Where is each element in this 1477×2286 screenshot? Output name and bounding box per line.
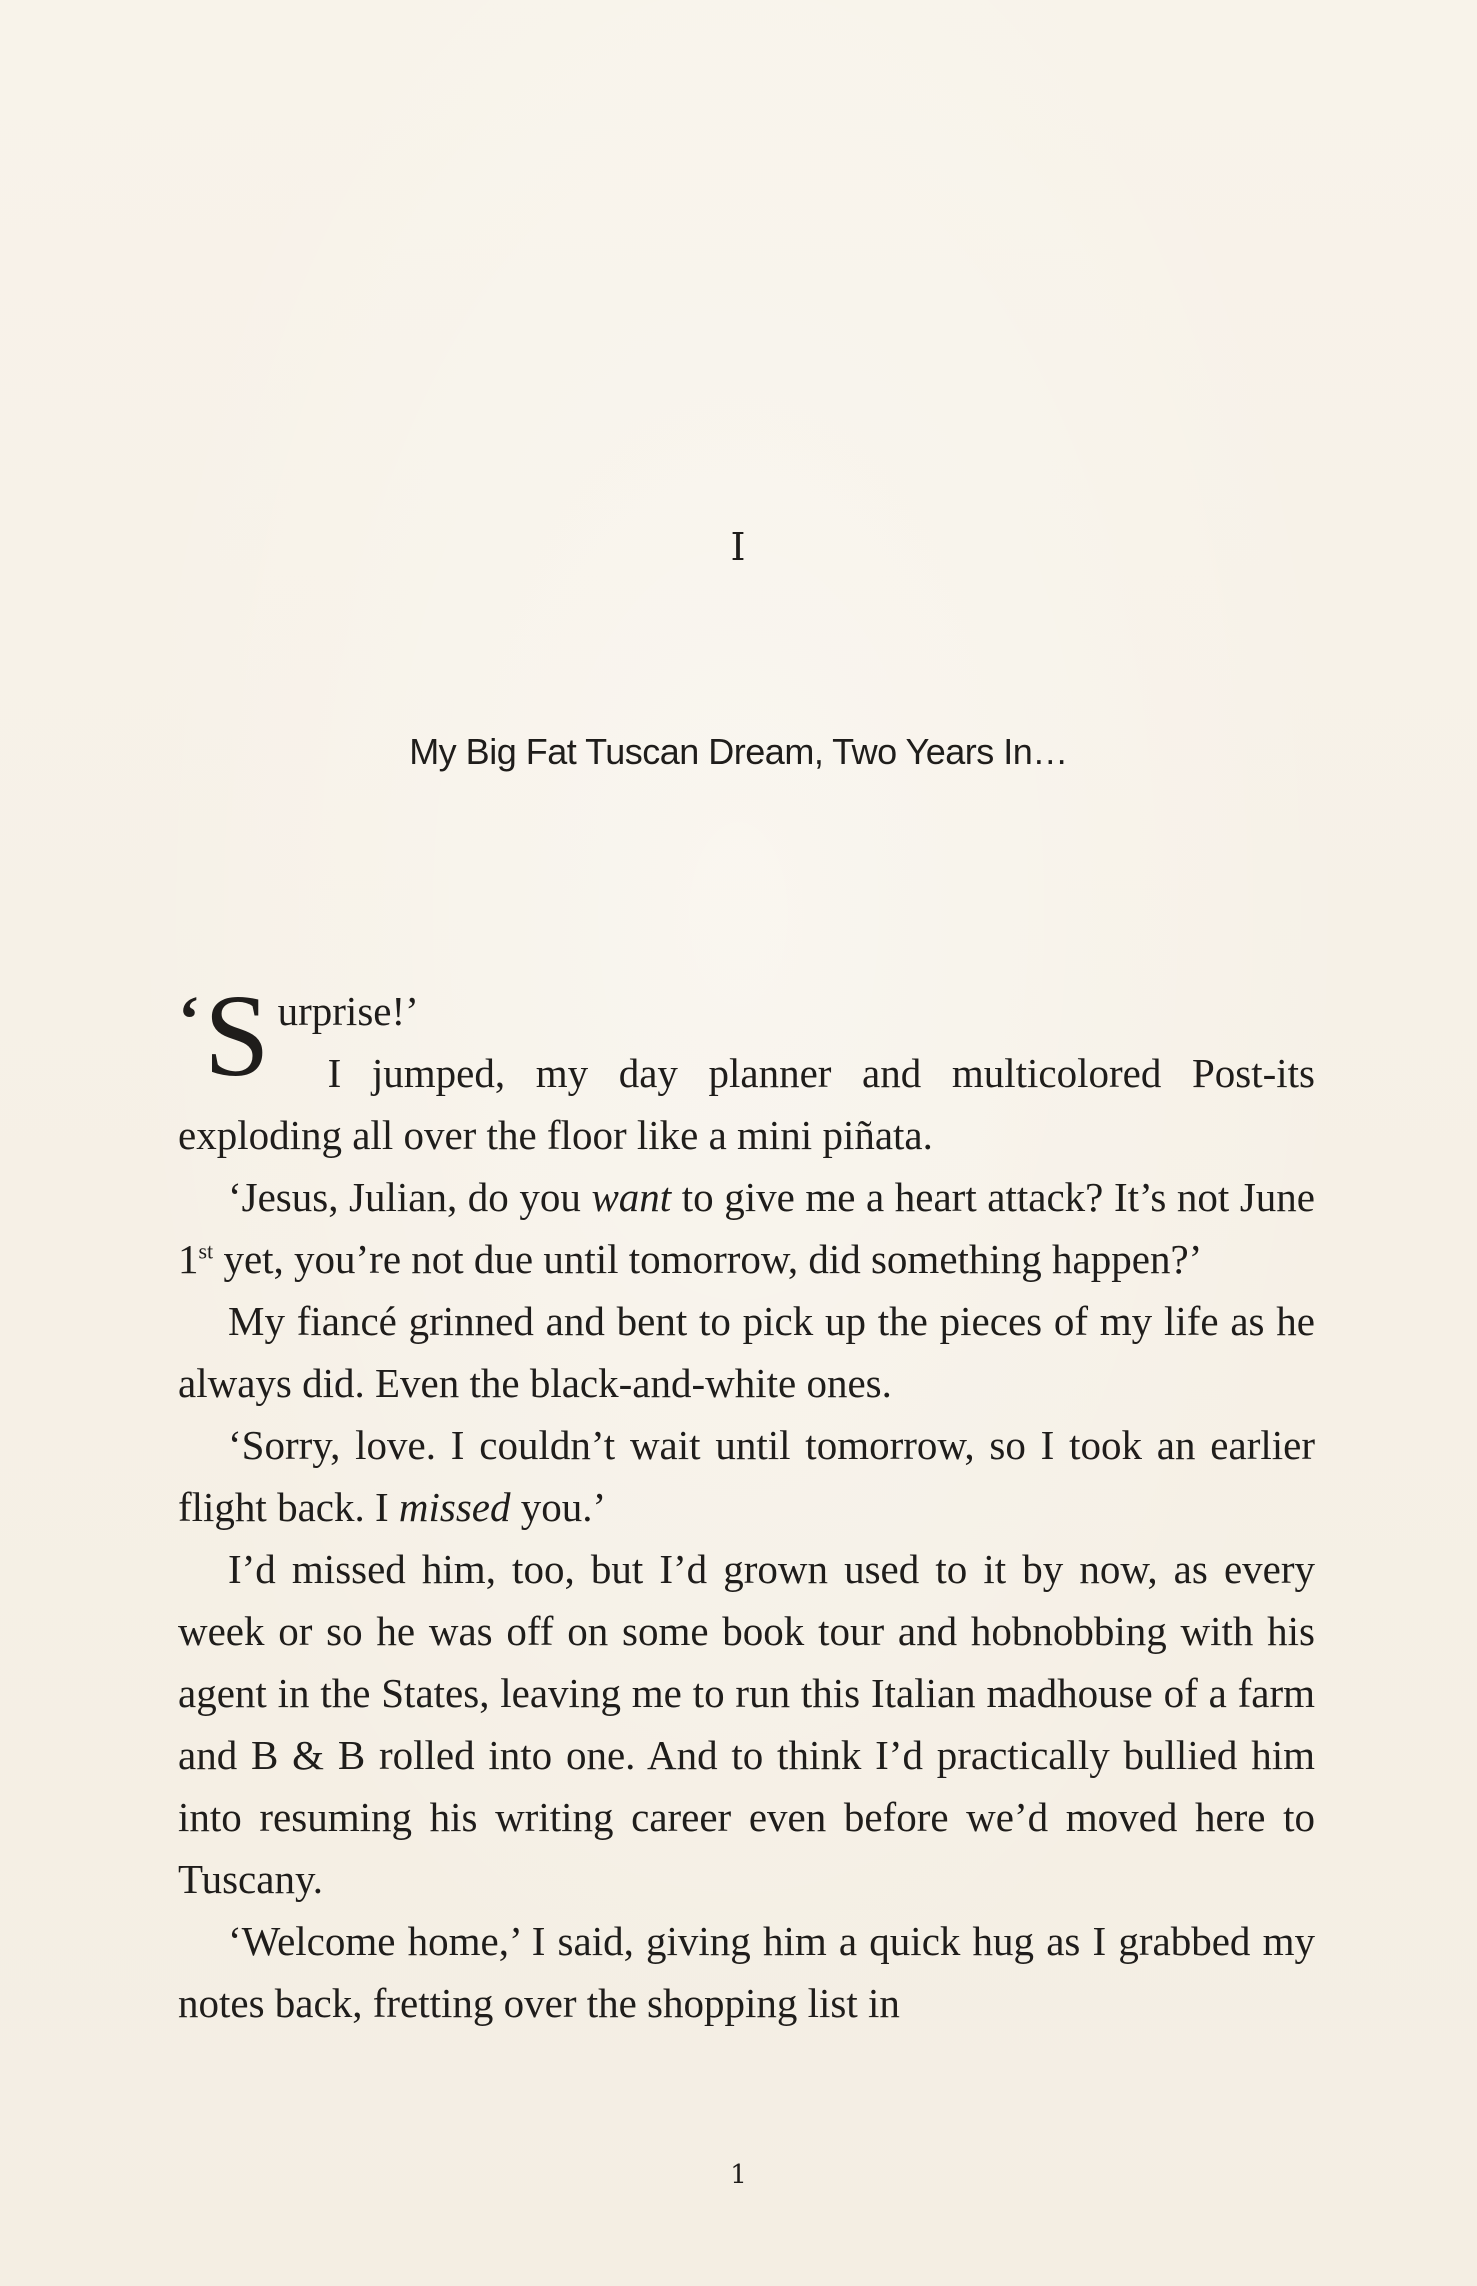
paragraph: ‘Welcome home,’ I said, giving him a quick hug as I grabbed my notes back, fretting over the shopping list in (178, 1918, 1315, 2026)
page-number: 1 (730, 2160, 747, 2190)
drop-cap-letter: S (203, 970, 270, 1101)
ordinal-suffix: st (198, 1238, 214, 1264)
chapter-body (178, 970, 1316, 2034)
paragraph (178, 1166, 1315, 1290)
text-run: yet, you’re not due until tomorrow, did something happen?’ (213, 1236, 1203, 1282)
paragraph: I jumped, my day planner and multicolored Post-its exploding all over the floor like a mini piñata. (178, 1050, 1315, 1158)
text-run: ‘Jesus, Julian, do you (228, 1174, 592, 1220)
text-run: ‘Sorry, love. I couldn’t wait until tomorrow, so I took an earlier flight back. I (178, 1422, 1315, 1530)
drop-cap-block (178, 970, 270, 1101)
paragraph-opening (178, 970, 1315, 1101)
opening-text: urprise!’ (277, 988, 419, 1034)
paragraph: My fiancé grinned and bent to pick up the pieces of my life as he always did. Even the black-and-white ones. (178, 1298, 1315, 1406)
emphasis: want (591, 1174, 672, 1220)
chapter-title: My Big Fat Tuscan Dream, Two Years In… (409, 731, 1068, 772)
text-run: to give me a heart attack? It’s not June (671, 1174, 1316, 1220)
date-number: 1 (178, 1236, 199, 1282)
paragraph (178, 1414, 1315, 1538)
paragraph: I’d missed him, too, but I’d grown used to it by now, as every week or so he was off on some book tour and hobnobbing with his agent in the States, leaving me to run this Italian madhouse of a farm and B & B rolled into one. And to think I’d practically bullied him into resuming his writing career even before we’d moved here to Tuscany. (178, 1546, 1315, 1902)
chapter-number: I (730, 525, 747, 569)
opening-quote-mark: ‘ (178, 983, 200, 1056)
text-run: you.’ (510, 1484, 607, 1530)
emphasis: missed (398, 1484, 511, 1530)
